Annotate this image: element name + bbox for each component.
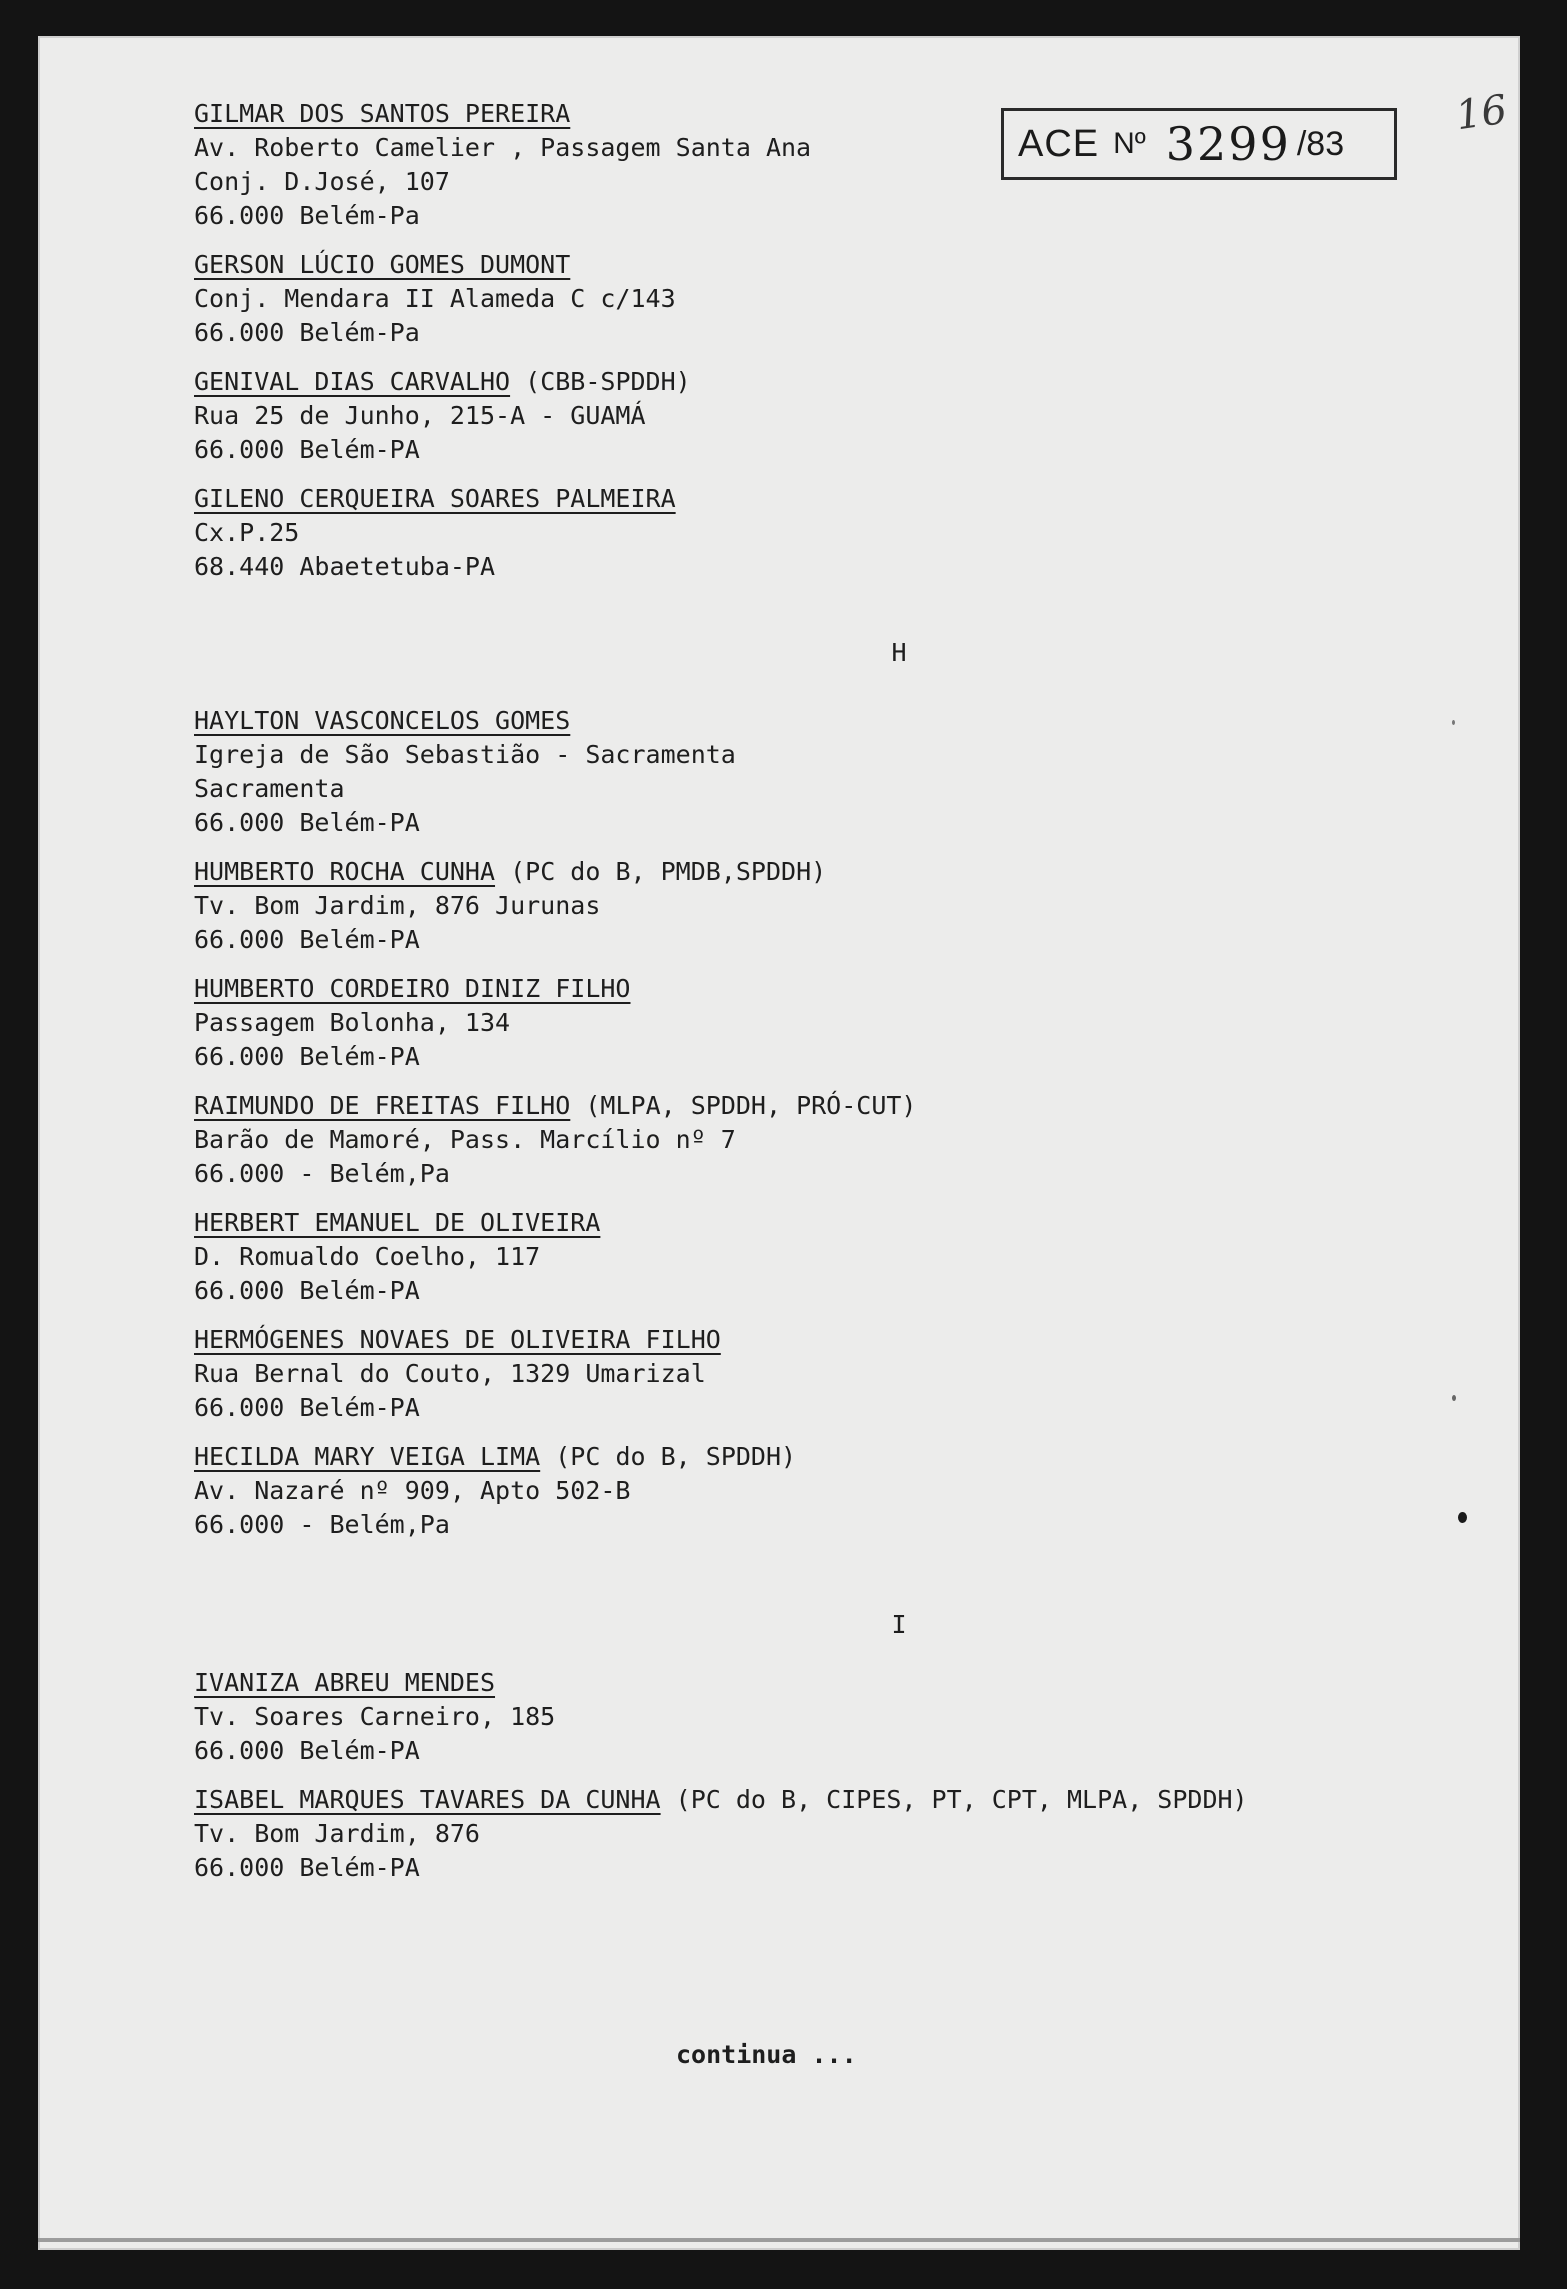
list-item [194, 1783, 1454, 1885]
address-line: Tv. Bom Jardim, 876 [194, 1819, 480, 1848]
page-edge [38, 2238, 1520, 2242]
address-line: Conj. D.José, 107 [194, 167, 450, 196]
entry-name-line [194, 482, 1454, 516]
entry-name-line [194, 855, 1454, 889]
speck-mark [1458, 1512, 1467, 1523]
address-line: Av. Nazaré nº 909, Apto 502-B [194, 1476, 631, 1505]
address-line: 66.000 Belém-PA [194, 1736, 420, 1765]
address-line: 66.000 - Belém,Pa [194, 1510, 450, 1539]
section-letter: I [891, 1610, 907, 1639]
address-line: Tv. Soares Carneiro, 185 [194, 1702, 556, 1731]
entry-name-line [194, 1206, 1454, 1240]
list-item [194, 1206, 1454, 1308]
ace-number-sign: Nº [1113, 127, 1146, 160]
list-item [194, 365, 1454, 467]
address-line: 66.000 Belém-PA [194, 1276, 420, 1305]
speck-mark [1452, 720, 1455, 725]
affiliation: (MLPA, SPDDH, PRÓ-CUT) [585, 1091, 917, 1120]
entry-name-line [194, 248, 1454, 282]
affiliation: (PC do B, SPDDH) [555, 1442, 797, 1471]
address-line: 66.000 Belém-Pa [194, 201, 420, 230]
address-line: D. Romualdo Coelho, 117 [194, 1242, 541, 1271]
address-line: Barão de Mamoré, Pass. Marcílio nº 7 [194, 1125, 736, 1154]
person-name: GENIVAL DIAS CARVALHO [194, 367, 511, 396]
person-name: GILENO CERQUEIRA SOARES PALMEIRA [194, 484, 676, 513]
person-name: HECILDA MARY VEIGA LIMA [194, 1442, 541, 1471]
address-line: Sacramenta [194, 774, 345, 803]
entry-name-line [194, 1783, 1454, 1817]
address-line: Cx.P.25 [194, 518, 300, 547]
address-line: 66.000 Belém-PA [194, 808, 420, 837]
address-line: 66.000 Belém-PA [194, 1853, 420, 1882]
address-line: 66.000 - Belém,Pa [194, 1159, 450, 1188]
list-item [194, 482, 1454, 584]
entry-name-line [194, 1089, 1454, 1123]
ace-number: 3299 [1165, 117, 1291, 171]
address-line: 66.000 Belém-PA [194, 435, 420, 464]
affiliation: (PC do B, PMDB,SPDDH) [510, 857, 827, 886]
ace-label: ACE [1018, 122, 1100, 165]
entry-name-line [194, 1666, 1454, 1700]
entry-name-line [194, 97, 1454, 131]
list-item [194, 1666, 1454, 1768]
address-list [194, 97, 1454, 1900]
entry-name-line [194, 972, 1454, 1006]
address-line: Passagem Bolonha, 134 [194, 1008, 511, 1037]
address-line: 68.440 Abaetetuba-PA [194, 552, 496, 581]
affiliation: (CBB-SPDDH) [525, 367, 691, 396]
folio-number: 16 [1453, 86, 1510, 140]
list-item [194, 972, 1454, 1074]
continuation-note: continua ... [676, 2040, 857, 2069]
list-item [194, 855, 1454, 957]
ace-year: /83 [1296, 124, 1345, 163]
address-line: 66.000 Belém-Pa [194, 318, 420, 347]
list-item [194, 248, 1454, 350]
affiliation: (PC do B, CIPES, PT, CPT, MLPA, SPDDH) [675, 1785, 1248, 1814]
list-item [194, 1323, 1454, 1425]
address-line: Tv. Bom Jardim, 876 Jurunas [194, 891, 601, 920]
address-line: 66.000 Belém-PA [194, 1393, 420, 1422]
person-name: HERMÓGENES NOVAES DE OLIVEIRA FILHO [194, 1325, 721, 1354]
entry-name-line [194, 1440, 1454, 1474]
address-line: Rua Bernal do Couto, 1329 Umarizal [194, 1359, 706, 1388]
address-line: 66.000 Belém-PA [194, 925, 420, 954]
person-name: GILMAR DOS SANTOS PEREIRA [194, 99, 571, 128]
entry-name-line [194, 1323, 1454, 1357]
person-name: GERSON LÚCIO GOMES DUMONT [194, 250, 571, 279]
address-line: Av. Roberto Camelier , Passagem Santa Ana [194, 133, 812, 162]
list-item [194, 1089, 1454, 1191]
person-name: ISABEL MARQUES TAVARES DA CUNHA [194, 1785, 661, 1814]
list-item [194, 1440, 1454, 1542]
person-name: HUMBERTO CORDEIRO DINIZ FILHO [194, 974, 631, 1003]
person-name: HAYLTON VASCONCELOS GOMES [194, 706, 571, 735]
address-line: Rua 25 de Junho, 215-A - GUAMÁ [194, 401, 646, 430]
section-letter: H [891, 638, 907, 667]
list-item [194, 704, 1454, 840]
person-name: HUMBERTO ROCHA CUNHA [194, 857, 496, 886]
person-name: RAIMUNDO DE FREITAS FILHO [194, 1091, 571, 1120]
person-name: HERBERT EMANUEL DE OLIVEIRA [194, 1208, 601, 1237]
address-line: Igreja de São Sebastião - Sacramenta [194, 740, 736, 769]
list-item [194, 97, 1454, 233]
address-line: 66.000 Belém-PA [194, 1042, 420, 1071]
address-line: Conj. Mendara II Alameda C c/143 [194, 284, 676, 313]
entry-name-line [194, 365, 1454, 399]
entry-name-line [194, 704, 1454, 738]
person-name: IVANIZA ABREU MENDES [194, 1668, 496, 1697]
speck-mark [1452, 1395, 1456, 1401]
